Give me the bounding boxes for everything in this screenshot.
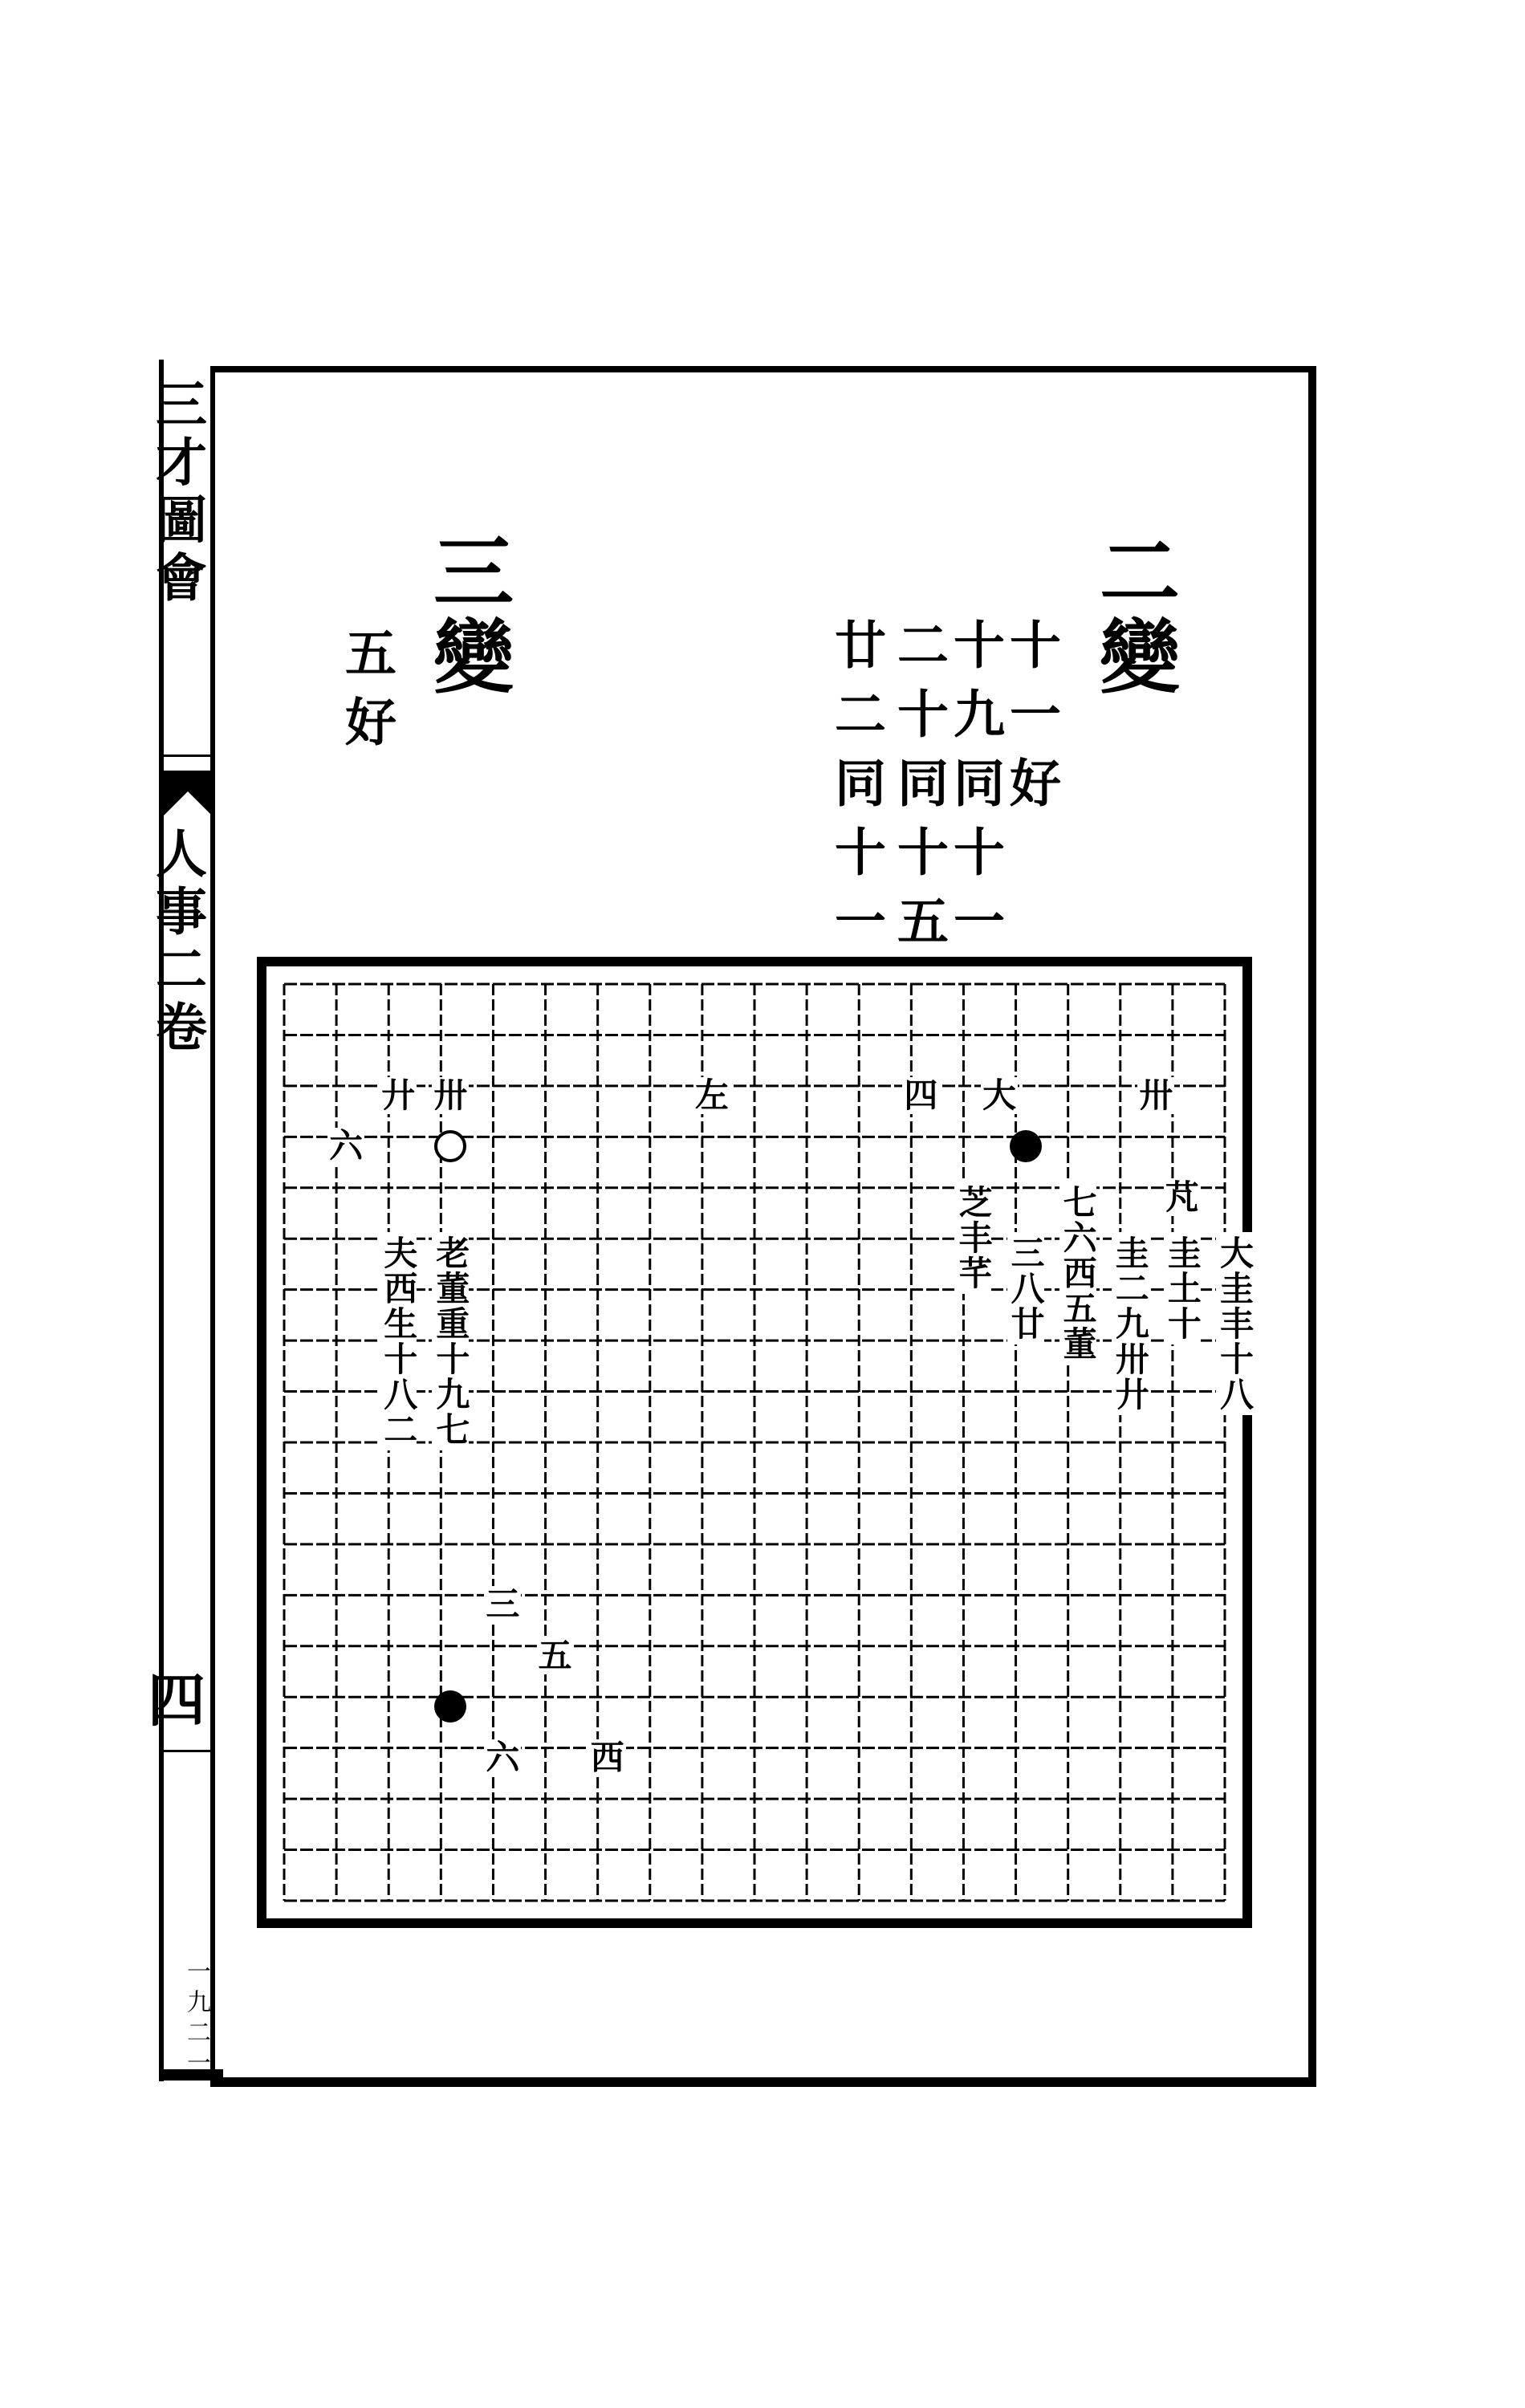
move-number-label: 六: [486, 1737, 520, 1777]
left-margin-rule: [159, 360, 164, 2081]
note-col-1: 十一好: [1001, 618, 1061, 825]
move-number-label: 四: [904, 1075, 938, 1115]
move-number-column: 三八廿: [1007, 1232, 1044, 1344]
page-frame-left-rule: [210, 366, 215, 2081]
heading-second-change: 二變: [1086, 530, 1181, 700]
black-stone: [434, 1690, 466, 1723]
note-col-4: 廿二同十一: [826, 618, 886, 963]
move-number-column: 圭土十: [1164, 1232, 1201, 1344]
white-stone: [434, 1130, 466, 1162]
move-number-column: 七六西五董: [1059, 1182, 1096, 1365]
heading-third-change: 三變: [420, 530, 514, 700]
spine-leaf-number: 四: [138, 1670, 206, 1734]
note-col-3: 二十同十五: [889, 618, 949, 963]
move-number-label: 左: [694, 1075, 729, 1115]
spine-divider: [164, 755, 212, 757]
move-number-label: 廾: [381, 1075, 416, 1115]
move-number-column: 圭二九卅廾: [1112, 1232, 1149, 1415]
spine-volume: 人事二卷: [147, 827, 207, 1058]
note-col-2: 十九同十一: [945, 618, 1005, 963]
move-number-column: 夫西生十八二: [380, 1232, 417, 1450]
move-number-label: 卅: [1139, 1075, 1173, 1115]
move-number-label: 芃: [1165, 1177, 1199, 1217]
move-number-label: 五: [538, 1635, 572, 1675]
move-number-label: 西: [590, 1737, 624, 1777]
spine-book-title: 三才圖會: [147, 377, 207, 608]
move-number-label: 三: [486, 1584, 520, 1625]
spine-divider-lower: [164, 1750, 212, 1752]
move-number-column: 大圭丰十八: [1216, 1232, 1253, 1415]
black-stone: [1010, 1130, 1042, 1162]
move-number-label: 大: [982, 1075, 1017, 1115]
move-number-label: 六: [329, 1126, 364, 1166]
go-board-diagram: [257, 957, 1255, 1928]
move-number-label: 卅: [433, 1075, 468, 1115]
move-number-column: 芝丰芊: [954, 1182, 991, 1294]
move-number-column: 老董重十九七: [432, 1232, 469, 1450]
fishtail-mark-icon: [164, 771, 212, 816]
spine-page-number: 一九二一: [182, 1959, 210, 2081]
note-third-change: 五好: [336, 626, 396, 764]
